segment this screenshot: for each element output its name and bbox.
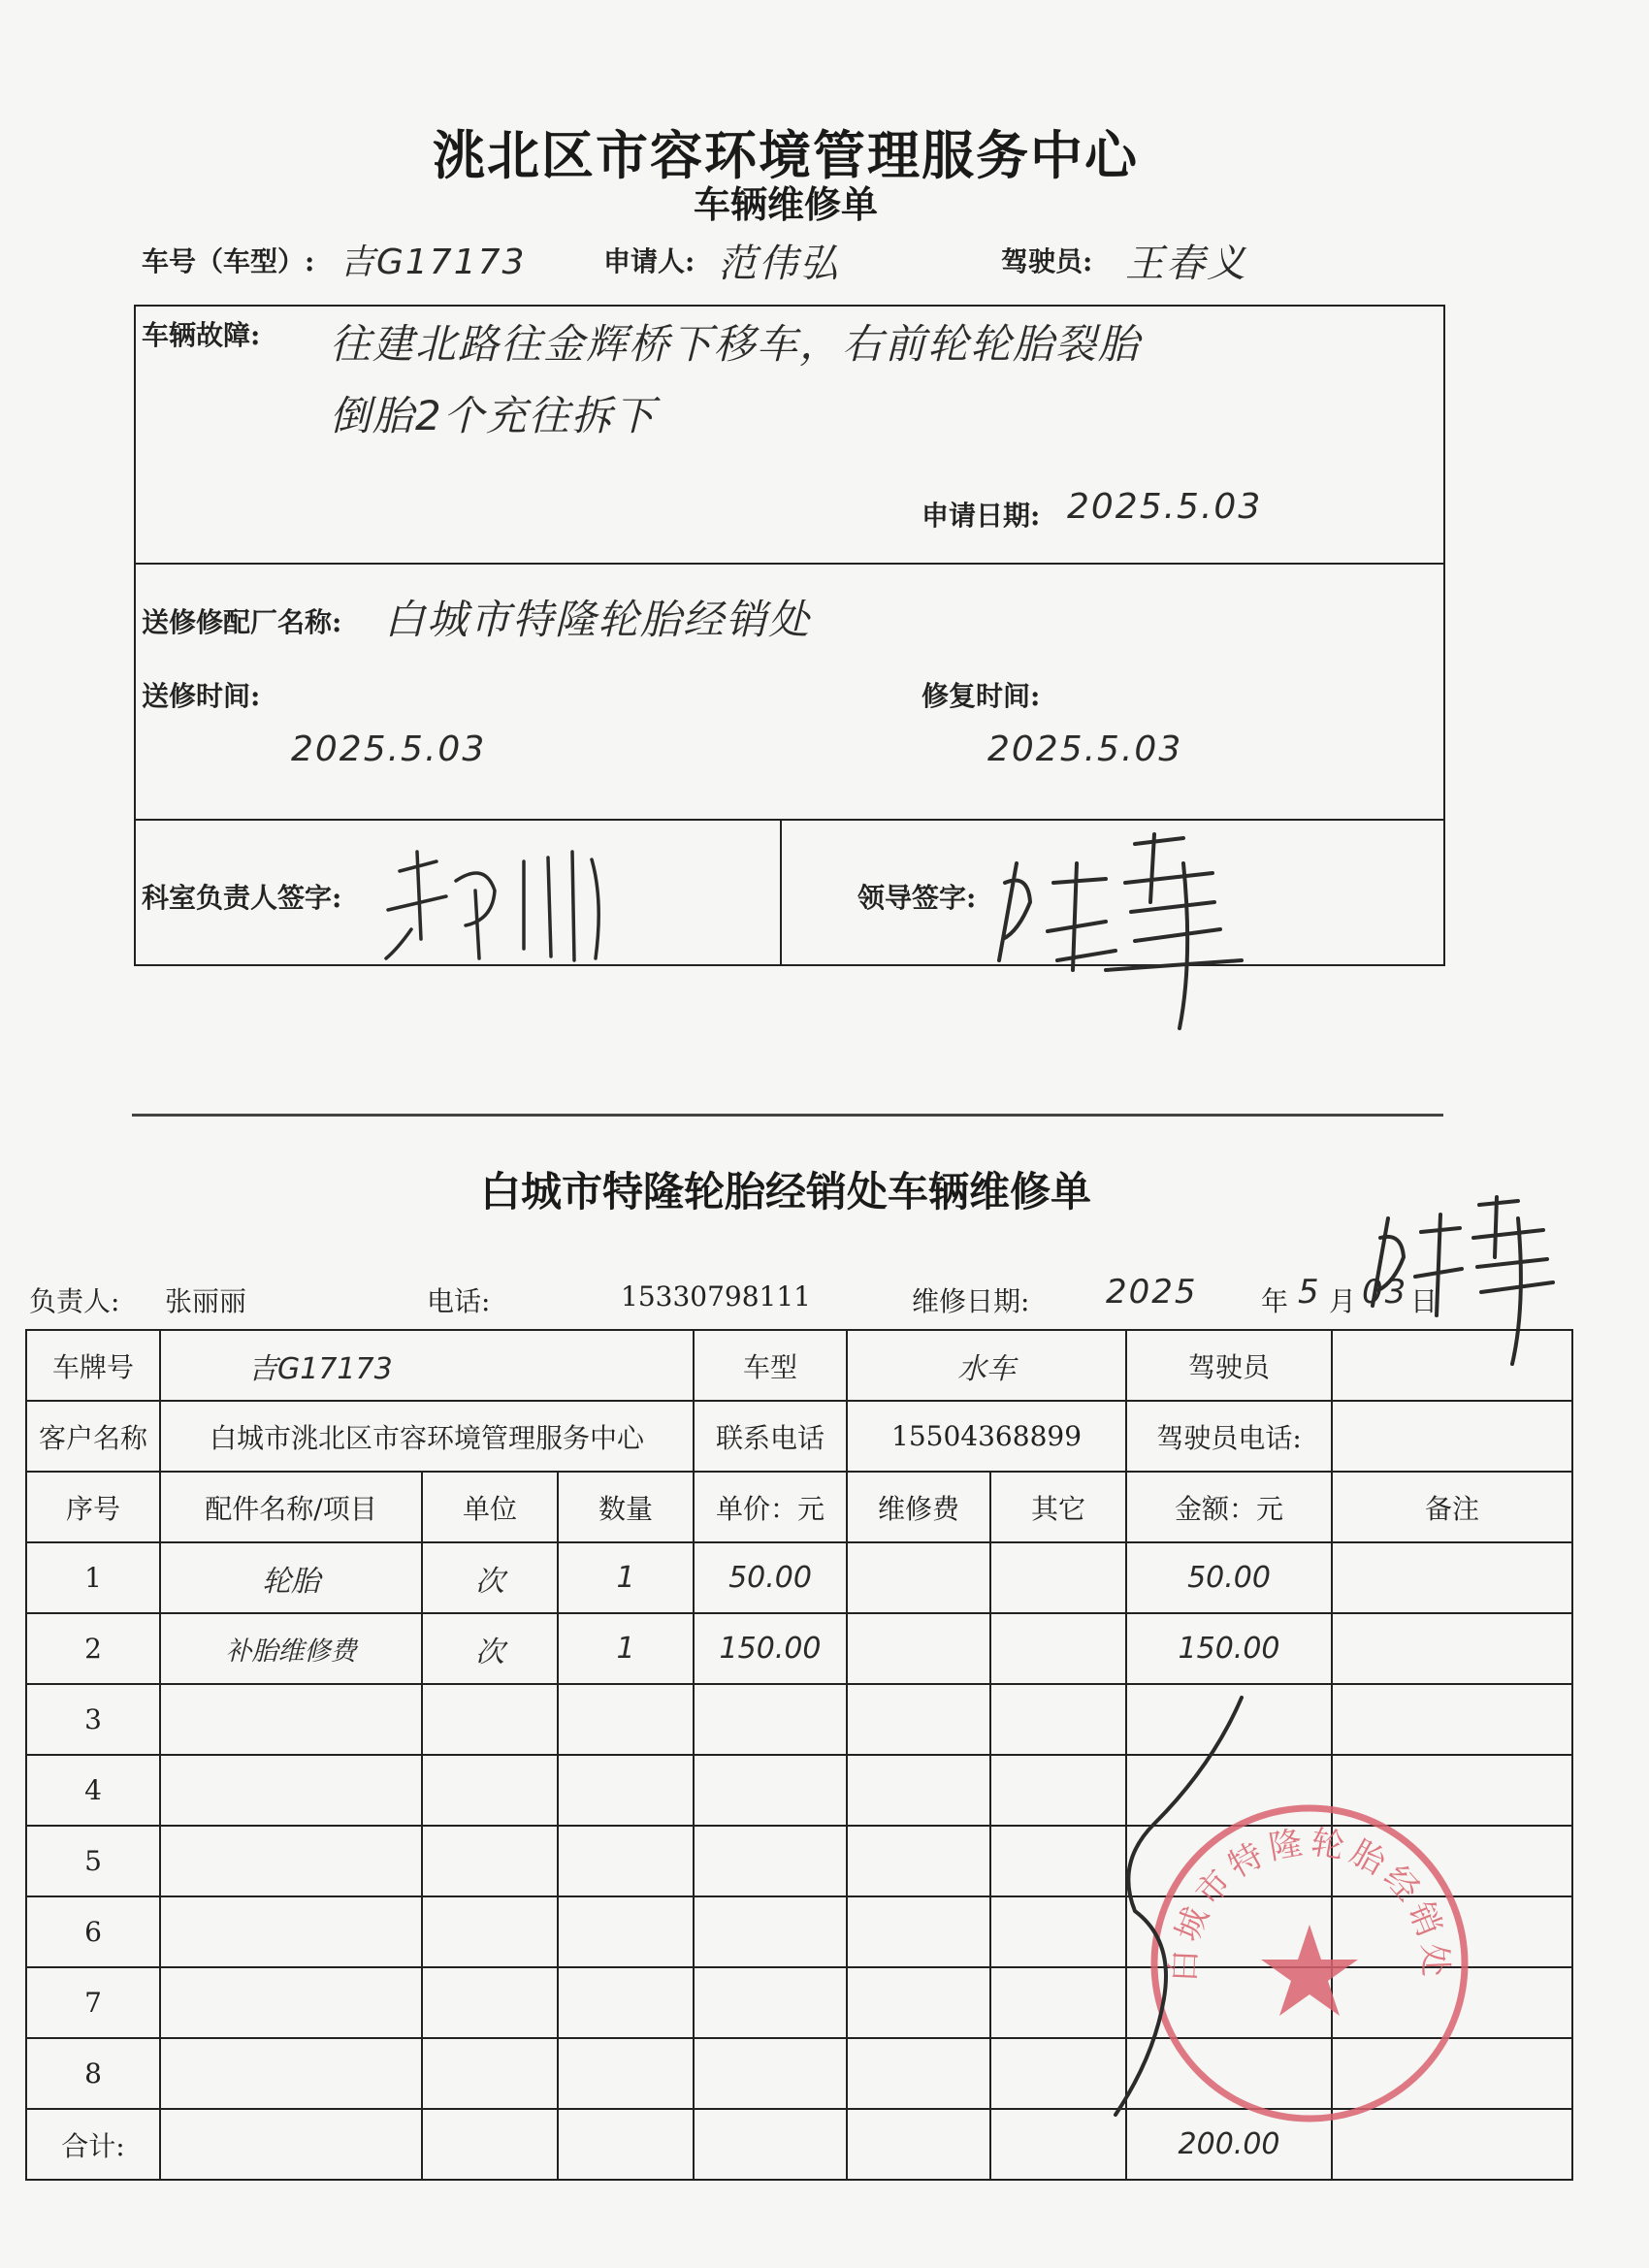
col-header: 序号 [26,1472,160,1542]
model-cell: 水车 [847,1330,1126,1401]
dept-signature [378,832,621,968]
table-row [26,1613,1572,1684]
apply-date-label: 申请日期: [922,500,1041,532]
repair-date-month: 5 [1298,1273,1321,1312]
customer-cell: 白城市洮北区市容环境管理服务中心 [160,1401,694,1472]
repair-date-day: 03 [1362,1273,1408,1312]
row-no: 1 [26,1542,160,1613]
leader-sign-label: 领导签字: [857,882,977,914]
svg-text:白城市特隆轮胎经销处: 白城市特隆轮胎经销处 [1164,1823,1455,1984]
row-no: 5 [26,1826,160,1896]
fault-text-line1: 往建北路往金辉桥下移车，右前轮轮胎裂胎 [330,320,1142,368]
plate-cell: 吉G17173 [160,1330,694,1401]
driver-phone-header: 驾驶员电话: [1126,1401,1332,1472]
form-title: 洮北区市容环境管理服务中心 [433,124,1139,186]
row-price: 150.00 [694,1613,847,1684]
month-char: 月 [1329,1285,1357,1317]
fix-time-value: 2025.5.03 [987,729,1183,769]
leader-signature [960,825,1290,1048]
row-no: 6 [26,1896,160,1967]
row-no: 3 [26,1684,160,1755]
contact-phone-header: 联系电话 [694,1401,847,1472]
row-item: 补胎维修费 [160,1613,422,1684]
col-header: 单价：元 [694,1472,847,1542]
row-price: 50.00 [694,1542,847,1613]
phone-label: 电话: [427,1285,491,1317]
dept-sign-label: 科室负责人签字: [142,882,342,914]
col-header: 备注 [1332,1472,1572,1542]
driver-label: 驾驶员: [1001,245,1093,277]
applicant-label: 申请人: [603,245,695,277]
fault-label: 车辆故障: [142,319,261,351]
row-repair-fee [847,1613,990,1684]
row-qty: 1 [558,1542,694,1613]
table-row [26,1542,1572,1613]
plate-header: 车牌号 [26,1330,160,1401]
driver-header: 驾驶员 [1126,1330,1332,1401]
row-remark [1332,1542,1572,1613]
fix-time-label: 修复时间: [922,680,1041,712]
table-row [26,1401,1572,1472]
pen-scribble [1096,1688,1310,2134]
row-item: 轮胎 [160,1542,422,1613]
total-value: 200.00 [1126,2109,1332,2180]
row-no: 7 [26,1967,160,2038]
year-char: 年 [1261,1285,1289,1317]
phone-value: 15330798111 [621,1280,811,1312]
driver-value: 王春义 [1125,242,1247,286]
col-header: 单位 [422,1472,558,1542]
invoice-title: 白城市特隆轮胎经销处车辆维修单 [479,1168,1091,1215]
col-header: 数量 [558,1472,694,1542]
fault-text-line2: 倒胎2个充往拆下 [330,392,657,439]
row-no: 4 [26,1755,160,1826]
driver-phone-cell [1332,1401,1572,1472]
apply-date-value: 2025.5.03 [1067,487,1263,527]
row-unit: 次 [422,1613,558,1684]
repair-shop-value: 白城市特隆轮胎经销处 [384,596,812,643]
applicant-value: 范伟弘 [718,242,840,286]
send-time-label: 送修时间: [142,680,261,712]
contact-phone-cell: 15504368899 [847,1401,1126,1472]
customer-header: 客户名称 [26,1401,160,1472]
row-amount: 150.00 [1126,1613,1332,1684]
row-unit: 次 [422,1542,558,1613]
row-remark [1332,1613,1572,1684]
repair-date-year: 2025 [1106,1273,1198,1312]
repair-date-label: 维修日期: [912,1285,1030,1317]
row-no: 8 [26,2038,160,2109]
col-header: 维修费 [847,1472,990,1542]
plate-value: 吉G17173 [340,243,527,282]
row-amount: 50.00 [1126,1542,1332,1613]
row-qty: 1 [558,1613,694,1684]
col-header: 金额：元 [1126,1472,1332,1542]
col-header: 配件名称/项目 [160,1472,422,1542]
plate-label: 车号（车型）: [142,245,315,277]
row-other [990,1542,1126,1613]
row-other [990,1613,1126,1684]
manager-label: 负责人: [29,1285,120,1317]
day-char: 日 [1410,1285,1439,1317]
row-no: 2 [26,1613,160,1684]
col-header: 其它 [990,1472,1126,1542]
model-header: 车型 [694,1330,847,1401]
send-time-value: 2025.5.03 [291,729,487,769]
table-row [26,1330,1572,1401]
row-repair-fee [847,1542,990,1613]
manager-value: 张丽丽 [165,1285,247,1317]
table-header-row [26,1472,1572,1542]
total-label: 合计: [26,2109,160,2180]
table-row [26,1684,1572,1755]
driver-cell [1332,1330,1572,1401]
form-subtitle: 车辆维修单 [693,182,878,226]
repair-shop-label: 送修修配厂名称: [142,606,342,638]
form-divider [132,1114,1443,1117]
